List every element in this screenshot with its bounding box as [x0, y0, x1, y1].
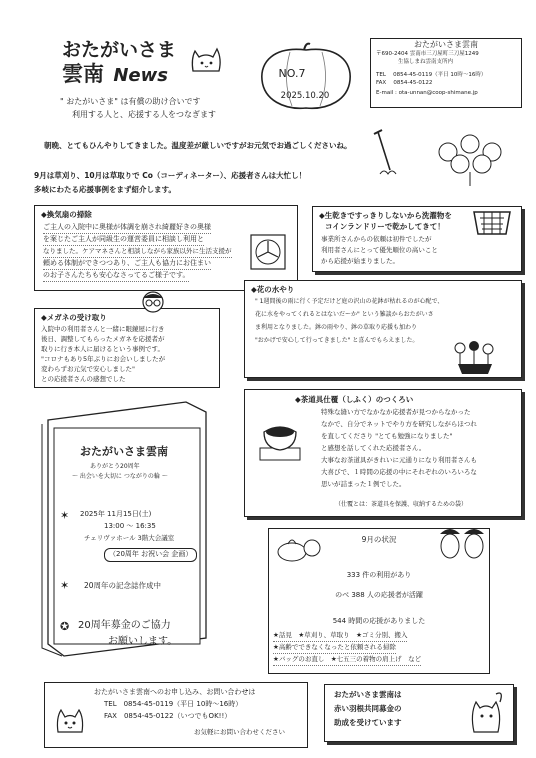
notebook-date: 2025年 11月15日(土) — [80, 510, 152, 518]
watering-line-1: " 1週間後の雨に行く予定だけど庭の沢山の花鉢が枯れるのが心配で、 — [255, 298, 444, 305]
laundry-line-3: から応援が始まりました。 — [321, 257, 399, 265]
red-feather-mascot-icon — [466, 688, 508, 736]
notebook-venue: チェリヴァホール 3階大会議室 — [84, 534, 175, 542]
tea-note: （仕覆とは：茶道具を保護、収納するための袋） — [335, 501, 468, 508]
glasses-article — [34, 308, 220, 388]
tea-line-3: を直してくださり "とても勉強になりました" — [321, 432, 453, 440]
acorns-icon — [436, 522, 488, 562]
person-with-glasses-icon — [138, 290, 168, 318]
newsletter-title-2 — [62, 62, 168, 88]
issue-number: NO.7 — [278, 67, 306, 80]
status-item-2: ★高齢でできなくなったと依頼される掃除 — [273, 643, 396, 654]
tea-line-7: 思いが詰まった１例でした。 — [321, 480, 406, 488]
fan-line-5: のお子さんたちも安心なさってるご様子です。 — [43, 271, 189, 282]
footer-tel: TEL 0854-45-0119（平日 10時〜16時） — [104, 700, 243, 708]
glasses-line-6: との応援者さんの感想でした — [41, 375, 126, 383]
watering-line-3: ま利用となりました。鉢の雨やり、鉢の草取り応援も加わり — [255, 324, 418, 331]
contact-email: E-mail : ota-unnan@coop-shimane.jp — [376, 90, 478, 96]
fan-line-1: ご主人の入院中に奥様が体調を崩され綺麗好きの奥様 — [43, 223, 211, 234]
tagline-1: " おたがいさま" は有償の助け合いです — [60, 97, 201, 106]
notebook-item-2: 20周年の記念誌作成中 — [84, 581, 162, 590]
rake-icon — [368, 128, 402, 176]
tea-line-2: なかで、自分でネットでやり方を研究しながらほつれ — [321, 420, 477, 428]
star-icon-2: ✶ — [60, 579, 70, 592]
laundry-line-2: 利用者さんにとって優先順位の高いこと — [321, 246, 438, 254]
status-line-1: 333 件の利用があり — [346, 571, 412, 579]
contact-address: 〒690-2404 雲南市三刀屋町三刀屋1249 — [376, 51, 479, 57]
notebook-item-3b: お願いします。 — [108, 636, 178, 647]
flowers-icon — [448, 340, 500, 376]
laundry-title: ◆生乾きですっきりしないから洗濯物を — [319, 211, 452, 220]
notebook-sub2: 〜 出会いを大切に つながりの輪 〜 — [72, 473, 168, 480]
notebook-time: 13:00 〜 16:35 — [104, 522, 156, 530]
footer-fax: FAX 0854-45-0122（いつでもOK!!） — [104, 712, 232, 720]
glasses-line-2: 後日、調整してもらったメガネを応援者が — [41, 335, 165, 343]
fan-line-4: 頼める体制ができつつあり、ご主人も協力にお住まい — [43, 259, 211, 270]
glasses-line-4: "コロナもあり5年ぶりにお会いしましたが — [41, 355, 166, 363]
support-line-2: 赤い羽根共同募金の — [334, 704, 402, 713]
tea-line-1: 特殊な縫い方でなかなか応援者が見つからなかった — [321, 408, 471, 416]
title-news: News — [113, 65, 168, 86]
fan-line-2: を案じたご主人が同級生の運営委員に相談し利用と — [43, 235, 204, 246]
status-title: 9月の状況 — [361, 535, 397, 544]
contact-office: 生協しまね雲南支所内 — [398, 59, 454, 65]
newsletter-title — [62, 40, 176, 60]
watering-title: ◆花の水やり — [251, 285, 295, 294]
tea-bowl-icon — [254, 418, 306, 464]
notebook-title: おたがいさま雲南 — [80, 445, 168, 458]
fan-title: ◆換気扇の掃除 — [41, 210, 92, 219]
notebook-subtitle: ありがとう20周年 — [90, 463, 140, 470]
glasses-line-5: 変わらずお元気で安心しました" — [41, 365, 135, 373]
watering-line-4: "おかげで安心して行ってきました" と喜んでもらえました。 — [255, 337, 419, 344]
glasses-title: ◆メガネの受け取り — [41, 313, 107, 322]
contact-fax: FAX 0854-45-0122 — [376, 80, 433, 86]
status-line-3: 544 時間の応援がありました — [332, 617, 426, 625]
laundry-line-1: 事業所さんからの依頼は初件でしたが — [321, 235, 432, 243]
title-line1: おたがいさま — [62, 39, 177, 61]
contact-tel: TEL 0854-45-0119（平日 10時〜16時） — [376, 72, 487, 78]
vegetables-icon — [274, 532, 328, 564]
intro-line-1: 9月は草刈り、10月は草取りで Co（コーディネーター）、応援者さんは大忙し！ — [34, 171, 307, 180]
watering-line-2: 花に水をやってくれるとはないだーか" という雑談からおたがいさ — [255, 311, 434, 318]
laundry-basket-icon — [470, 208, 514, 236]
notebook-plan: （20周年 お祝い会 企画） — [104, 548, 197, 562]
tea-line-5: 大事なお茶道具がきれいに元通りになり利用者さんも — [321, 456, 477, 464]
cat-icon — [188, 43, 224, 73]
glasses-line-1: 入院中の利用者さんと一緒に眼鏡屋に行き — [41, 325, 165, 333]
circled-star-icon: ✪ — [60, 620, 70, 633]
fan-line-3: なりました。ケアマネさんと相談しながら家族以外に生活支援が — [43, 247, 232, 258]
glasses-line-3: 取りに行き本人に届けるという事例です。 — [41, 345, 164, 353]
tagline-2: 利用する人と、応援する人をつなぎます — [72, 110, 216, 119]
tea-line-6: 大喜びで、１時間の応援の中にそれぞれのいろいろな — [321, 468, 477, 476]
status-item-1: ★話見 ★草刈り、草取り ★ゴミ分別、搬入 — [273, 631, 407, 642]
title-line2: 雲南 — [62, 61, 104, 86]
footer-line-4: お気軽にお問い合わせください — [194, 728, 285, 736]
tea-line-4: と感想を話してくれた応援者さん。 — [321, 444, 426, 452]
contact-org: おたがいさま雲南 — [414, 40, 478, 49]
star-icon: ✶ — [60, 509, 70, 522]
laundry-title-2: コインランドリーで乾かしてきて！ — [325, 222, 445, 231]
intro-line-2: 多岐にわたる応援事例をまず紹介します。 — [34, 185, 176, 194]
footer-line-1: おたがいさま雲南へのお申し込み、お問い合わせは — [94, 688, 256, 696]
fan-icon — [248, 232, 288, 272]
support-line-1: おたがいさま雲南は — [334, 690, 402, 699]
cat-icon-2 — [52, 702, 88, 736]
tea-title: ◆茶道具仕覆（しふく）のつくろい — [295, 395, 414, 404]
notebook-item-3a: 20周年募金のご協力 — [78, 620, 171, 631]
status-line-2: のべ 388 人の応援者が活躍 — [335, 591, 423, 599]
support-line-3: 助成を受けています — [334, 718, 402, 727]
intro-greeting: 朝晩、とてもひんやりしてきました。温度差が厳しいですがお元気でお過ごしくださいね。 — [44, 141, 352, 150]
issue-date: 2025.10.20 — [280, 91, 330, 101]
status-item-3: ★バッグのお直し ★七五三の着物の肩上げ など — [273, 655, 421, 666]
flower-pot-icon — [430, 130, 510, 190]
